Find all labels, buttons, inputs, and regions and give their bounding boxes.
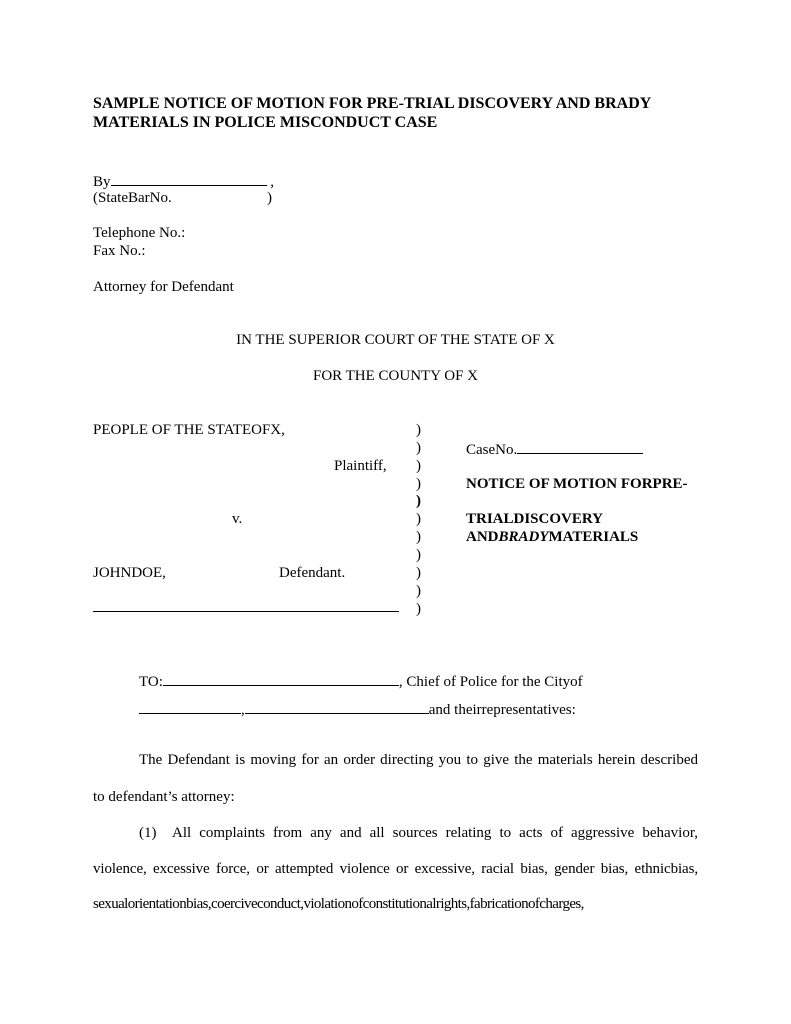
caption-paren: ) — [416, 583, 421, 599]
motion-title-line-2: TRIALDISCOVERY — [466, 511, 603, 527]
representatives-text: and theirrepresentatives: — [428, 702, 576, 718]
by-comma: , — [270, 174, 275, 190]
defendant-party: JOHNDOE, — [93, 565, 166, 581]
by-line — [93, 171, 274, 191]
caption-paren: ) — [416, 601, 421, 617]
item-1-number: (1) — [139, 825, 157, 841]
court-line-1: IN THE SUPERIOR COURT OF THE STATE OF X — [236, 332, 555, 348]
caption-underline — [93, 597, 399, 612]
to-label: TO: — [139, 674, 163, 690]
to-line — [139, 671, 583, 691]
caption-paren: ) — [416, 493, 421, 509]
state-bar-line — [93, 189, 172, 207]
plaintiff-label: Plaintiff, — [334, 458, 387, 474]
versus: v. — [232, 511, 243, 527]
chief-text: , Chief of Police for the Cityof — [398, 674, 583, 690]
motion-title-materials: MATERIALS — [548, 529, 639, 545]
by-blank — [111, 171, 267, 186]
rep-comma: , — [241, 702, 245, 718]
case-number-label: CaseNo. — [466, 442, 518, 458]
attorney-for: Attorney for Defendant — [93, 279, 234, 295]
item-1-line-1: All complaints from any and all sources relating to acts of aggressive behavior, — [172, 825, 698, 841]
state-bar-label: (StateBarNo. — [93, 190, 172, 206]
case-number-line — [466, 439, 643, 459]
motion-title-and: AND — [466, 529, 499, 545]
telephone-label: Telephone No.: — [93, 225, 186, 241]
item-1-line-3: sexualorientationbias,coerciveconduct,violationofconstitutionalrights,fabricationofcharges, — [93, 896, 584, 912]
to-name-blank — [163, 671, 399, 686]
fax-label: Fax No.: — [93, 243, 146, 259]
item-1-line-2: violence, excessive force, or attempted violence or excessive, racial bias, gender bias, ethnicbias, — [93, 861, 698, 877]
plaintiff-party: PEOPLE OF THE STATEOFX, — [93, 422, 285, 438]
defendant-label: Defendant. — [279, 565, 346, 581]
caption-paren: ) — [416, 476, 421, 492]
caption-paren: ) — [416, 458, 421, 474]
motion-title-line-1: NOTICE OF MOTION FORPRE- — [466, 476, 688, 492]
court-line-2: FOR THE COUNTY OF X — [312, 368, 478, 384]
by-label: By — [93, 174, 111, 190]
paragraph-1-line-2: to defendant’s attorney: — [93, 789, 235, 805]
representatives-line — [139, 699, 576, 719]
caption-paren: ) — [416, 511, 421, 527]
rep-blank-2 — [245, 699, 429, 714]
caption-paren: ) — [416, 565, 421, 581]
case-number-blank — [517, 439, 643, 454]
caption-paren: ) — [416, 529, 421, 545]
motion-title-brady: BRADY — [498, 529, 549, 545]
caption-paren: ) — [416, 440, 421, 456]
state-bar-close: ) — [267, 190, 272, 206]
caption-paren: ) — [416, 547, 421, 563]
paragraph-1-line-1: The Defendant is moving for an order directing you to give the materials herein described — [139, 752, 698, 768]
document-title: SAMPLE NOTICE OF MOTION FOR PRE-TRIAL DISCOVERY AND BRADY MATERIALS IN POLICE MISCONDUCT CASE — [93, 95, 651, 131]
caption-paren: ) — [416, 422, 421, 438]
motion-title-line-3 — [466, 528, 638, 546]
rep-blank-1 — [139, 699, 241, 714]
